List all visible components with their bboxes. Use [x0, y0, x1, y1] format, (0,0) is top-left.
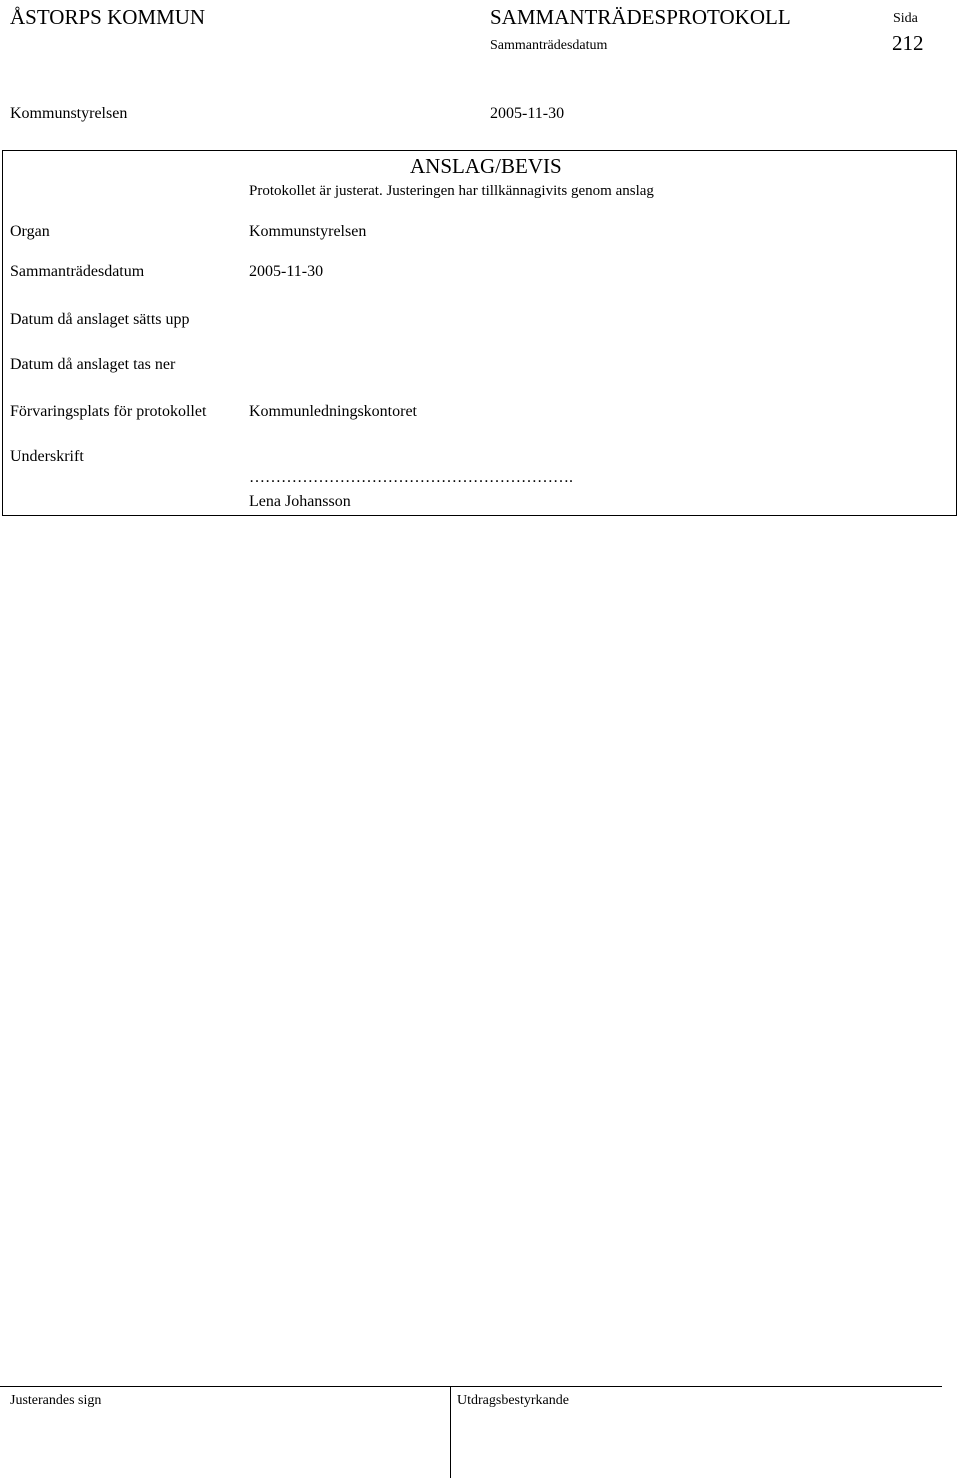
body-date: 2005-11-30: [490, 105, 565, 122]
page-label: Sida: [893, 11, 918, 26]
field-label-meeting-date: Sammanträdesdatum: [10, 263, 145, 280]
page-number: 212: [892, 31, 924, 55]
field-value-meeting-date: 2005-11-30: [249, 263, 324, 280]
field-value-organ: Kommunstyrelsen: [249, 223, 367, 240]
field-label-organ: Organ: [10, 223, 50, 240]
signature-label: Underskrift: [10, 448, 84, 465]
signature-line: …………………………………………………….: [249, 469, 573, 486]
meeting-date-label: Sammanträdesdatum: [490, 38, 608, 53]
footer-divider: [0, 1386, 942, 1387]
footer-column-divider: [450, 1386, 451, 1478]
footer-certification-label: Utdragsbestyrkande: [457, 1393, 569, 1408]
body-name: Kommunstyrelsen: [10, 105, 128, 122]
signatory-name: Lena Johansson: [249, 493, 351, 510]
footer-sign-label: Justerandes sign: [10, 1393, 102, 1408]
field-label-removal-date: Datum då anslaget tas ner: [10, 356, 176, 373]
document-title: SAMMANTRÄDESPROTOKOLL: [490, 5, 791, 29]
notice-title: ANSLAG/BEVIS: [410, 154, 562, 178]
notice-intro: Protokollet är justerat. Justeringen har tillkännagivits genom anslag: [249, 183, 654, 199]
organization-name: ÅSTORPS KOMMUN: [10, 5, 206, 29]
notice-box: [2, 150, 957, 516]
field-label-storage-location: Förvaringsplats för protokollet: [10, 403, 207, 420]
field-value-storage-location: Kommunledningskontoret: [249, 403, 417, 420]
field-label-posting-date: Datum då anslaget sätts upp: [10, 311, 190, 328]
